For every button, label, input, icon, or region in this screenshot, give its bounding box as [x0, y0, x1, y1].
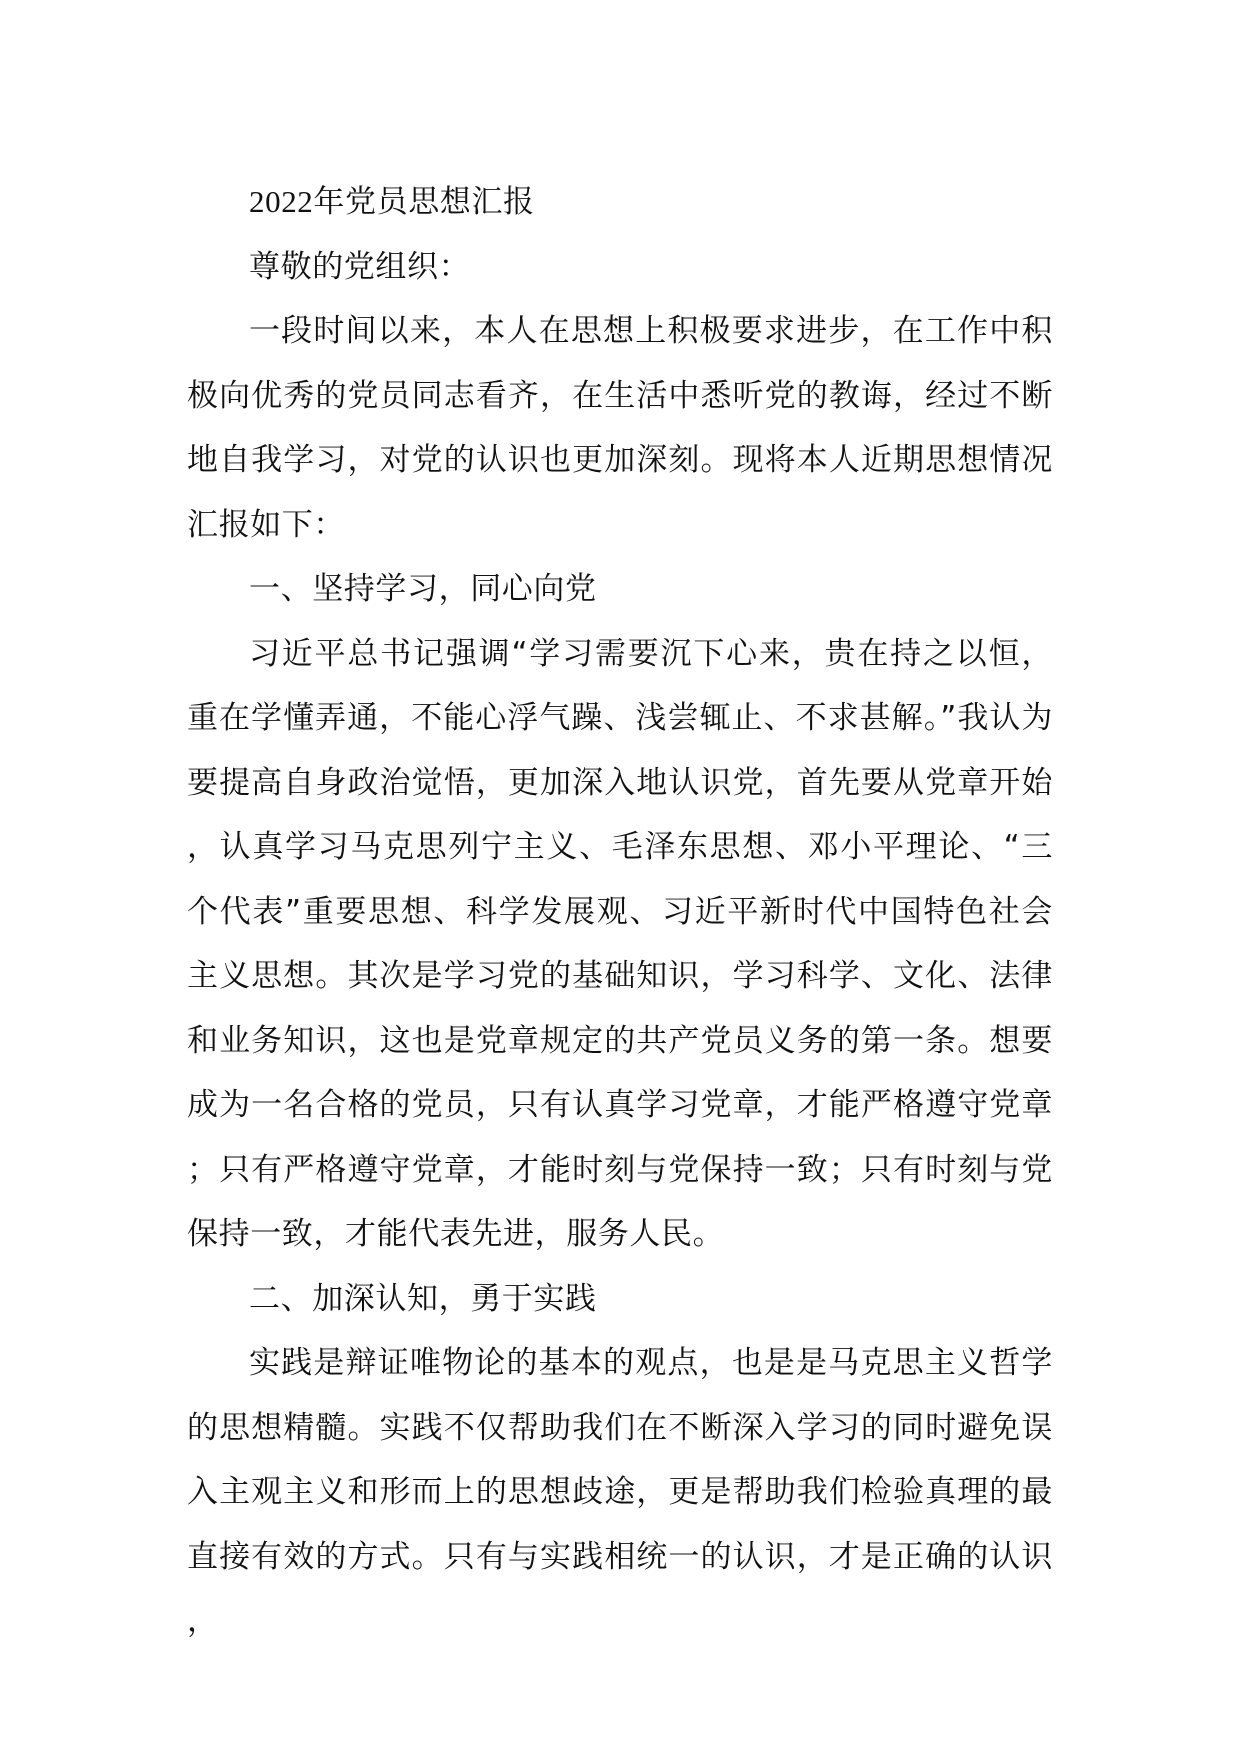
section-body-2: 实践是辩证唯物论的基本的观点，也是是马克思主义哲学的思想精髓。实践不仅帮助我们在不断深入学习的同时避免误入主观主义和形而上的思想歧途，更是帮助我们检验真理的最直接有效的方式。只有与实践相统一的认识，才是正确的认识，	[187, 1345, 1053, 1639]
section-heading-2: 二、加深认知，勇于实践	[249, 1280, 597, 1317]
intro-paragraph: 一段时间以来，本人在思想上积极要求进步，在工作中积极向优秀的党员同志看齐，在生活中悉听党的教诲，经过不断地自我学习，对党的认识也更加深刻。现将本人近期思想情况汇报如下：	[187, 313, 1053, 543]
document-page	[187, 170, 1053, 1654]
salutation: 尊敬的党组织：	[249, 248, 471, 285]
section-body-1: 习近平总书记强调“学习需要沉下心来，贵在持之以恒，重在学懂弄通，不能心浮气躁、浅尝辄止、不求甚解。”我认为要提高自身政治觉悟，更加深入地认识党，首先要从党章开始，认真学习马克思列宁主义、毛泽东思想、邓小平理论、“三个代表”重要思想、科学发展观、习近平新时代中国特色社会主义思想。其次是学习党的基础知识，学习科学、文化、法律和业务知识，这也是党章规定的共产党员义务的第一条。想要成为一名合格的党员，只有认真学习党章，才能严格遵守党章；只有严格遵守党章，才能时刻与党保持一致；只有时刻与党保持一致，才能代表先进，服务人民。	[187, 635, 1053, 1252]
document-title: 2022年党员思想汇报	[249, 184, 535, 219]
section-heading-1: 一、坚持学习，同心向党	[249, 571, 597, 607]
